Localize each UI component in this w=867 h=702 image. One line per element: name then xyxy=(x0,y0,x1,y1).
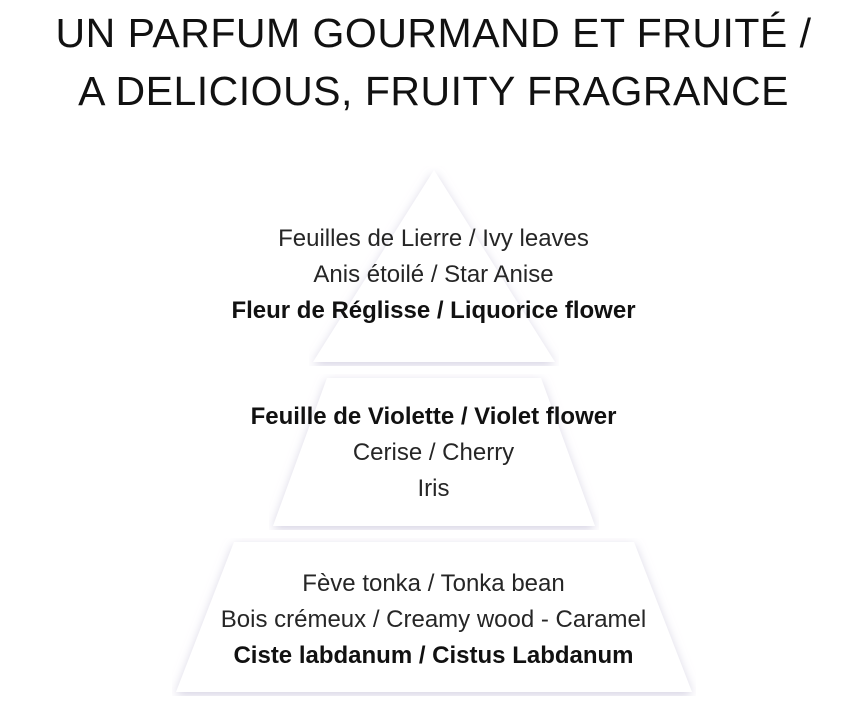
page-title-line-1: UN PARFUM GOURMAND ET FRUITÉ / xyxy=(55,10,812,56)
fragrance-pyramid xyxy=(0,152,867,702)
note-line: Ciste labdanum / Cistus Labdanum xyxy=(233,642,634,669)
note-line: Fleur de Réglisse / Liquorice flower xyxy=(231,297,636,324)
page-title xyxy=(0,4,867,120)
note-line: Iris xyxy=(417,475,450,502)
note-line: Anis étoilé / Star Anise xyxy=(313,261,554,288)
note-line: Feuille de Violette / Violet flower xyxy=(250,403,617,430)
pyramid-tier-base xyxy=(172,538,696,696)
note-line: Feuilles de Lierre / Ivy leaves xyxy=(278,225,589,252)
note-line: Cerise / Cherry xyxy=(352,439,515,466)
note-line: Bois crémeux / Creamy wood - Caramel xyxy=(220,606,647,633)
page-title-line-2: A DELICIOUS, FRUITY FRAGRANCE xyxy=(78,68,789,114)
pyramid-tier-top xyxy=(231,166,636,366)
note-line: Fève tonka / Tonka bean xyxy=(302,570,565,597)
pyramid-tier-middle xyxy=(250,374,617,530)
